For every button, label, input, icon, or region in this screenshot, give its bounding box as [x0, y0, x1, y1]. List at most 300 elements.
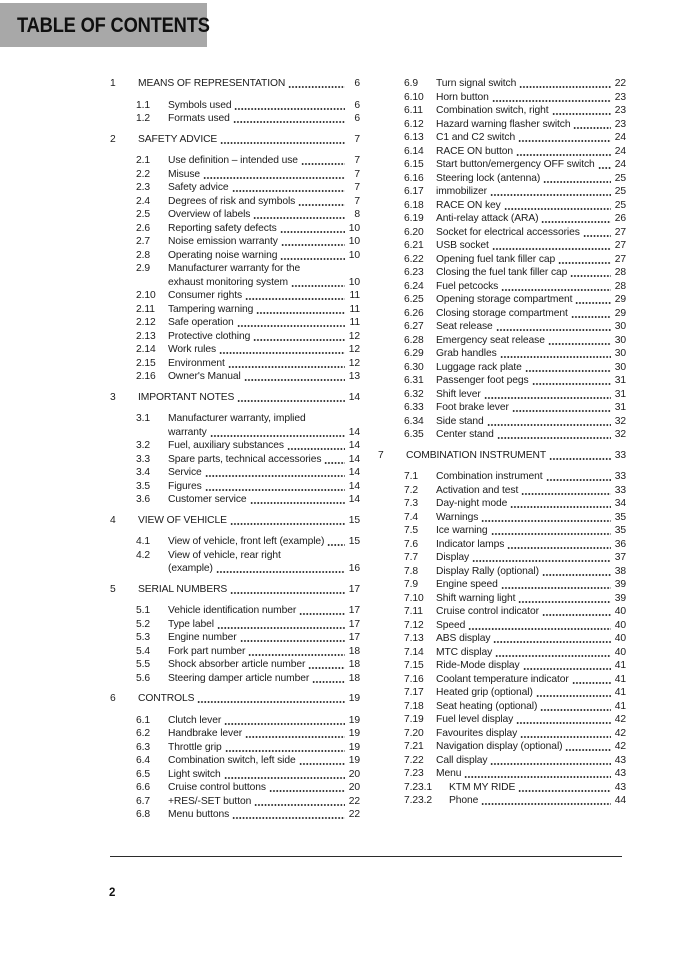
- entry-number: 2.6: [136, 222, 151, 234]
- entry-title: Protective clothing: [168, 330, 251, 342]
- entry-title: Use definition – intended use: [168, 155, 298, 166]
- toc-entry[interactable]: [378, 659, 626, 673]
- toc-entry[interactable]: [110, 741, 360, 755]
- dot-leader: [280, 222, 345, 236]
- entry-number: 6.21: [404, 240, 424, 251]
- dot-leader: [518, 781, 611, 795]
- entry-number: 6.24: [404, 280, 424, 292]
- toc-entry[interactable]: [110, 493, 360, 507]
- dot-leader: [287, 439, 345, 453]
- dot-leader: [197, 692, 345, 706]
- entry-title: MEANS OF REPRESENTATION: [138, 78, 286, 89]
- entry-number: 7.19: [404, 714, 424, 725]
- toc-entry[interactable]: [378, 740, 626, 754]
- dot-leader: [549, 449, 611, 463]
- entry-number: 5: [110, 583, 116, 595]
- dot-leader: [507, 538, 611, 552]
- entry-page-number: 10: [348, 222, 360, 234]
- toc-entry[interactable]: [110, 168, 360, 182]
- toc-entry[interactable]: [110, 289, 360, 303]
- entry-number: 7.1: [404, 471, 419, 482]
- entry-page-number: 33: [614, 449, 626, 461]
- entry-number: 7.13: [404, 633, 424, 644]
- toc-entry[interactable]: [378, 185, 626, 199]
- dot-leader: [324, 453, 345, 467]
- entry-title: View of vehicle, front left (example): [168, 536, 325, 547]
- entry-page-number: 41: [614, 673, 626, 685]
- entry-number: 6.29: [404, 348, 424, 359]
- entry-title: Center stand: [436, 429, 494, 440]
- entry-number: 6.17: [404, 186, 424, 197]
- dot-leader: [583, 226, 611, 240]
- dot-leader: [552, 104, 611, 118]
- entry-title-continued: warranty: [168, 426, 207, 438]
- entry-number: 7.9: [404, 579, 419, 590]
- dot-leader: [299, 604, 345, 618]
- toc-entry[interactable]: [110, 781, 360, 795]
- entry-number: 3.3: [136, 453, 151, 465]
- entry-page-number: 14: [348, 467, 360, 478]
- dot-leader: [518, 592, 611, 606]
- toc-entry[interactable]: [110, 727, 360, 741]
- entry-page-number: 17: [348, 632, 360, 643]
- toc-entry[interactable]: [110, 99, 360, 113]
- toc-entry[interactable]: [110, 604, 360, 618]
- toc-entry[interactable]: [378, 415, 626, 429]
- dot-leader: [516, 145, 611, 159]
- toc-entry[interactable]: [110, 262, 360, 289]
- toc-entry[interactable]: [378, 686, 626, 700]
- dot-leader: [233, 112, 345, 126]
- dot-leader: [521, 484, 611, 498]
- dot-leader: [500, 347, 611, 361]
- toc-entry[interactable]: [378, 388, 626, 402]
- entry-number: 2.5: [136, 209, 151, 220]
- toc-entry[interactable]: [110, 249, 360, 263]
- entry-number: 7.18: [404, 700, 424, 712]
- entry-title: immobilizer: [436, 186, 487, 197]
- toc-entry[interactable]: [378, 118, 626, 132]
- entry-page-number: 7: [354, 195, 360, 207]
- toc-entry[interactable]: [378, 361, 626, 375]
- entry-number: 5.4: [136, 645, 151, 657]
- entry-title: Safe operation: [168, 317, 234, 328]
- entry-title: Ride-Mode display: [436, 660, 520, 671]
- entry-title: Steering lock (antenna): [436, 172, 541, 184]
- entry-page-number: 6: [354, 99, 360, 111]
- dot-leader: [510, 497, 611, 511]
- toc-entry[interactable]: [110, 316, 360, 330]
- toc-entry[interactable]: [378, 374, 626, 388]
- entry-title: Call display: [436, 754, 488, 766]
- entry-number: 3.5: [136, 480, 151, 492]
- toc-entry[interactable]: [378, 334, 626, 348]
- entry-title: Warnings: [436, 511, 479, 523]
- toc-entry[interactable]: [378, 212, 626, 226]
- entry-page-number: 23: [614, 105, 626, 116]
- entry-number: 6.31: [404, 375, 424, 386]
- entry-title: Horn button: [436, 91, 489, 103]
- toc-entry[interactable]: [378, 754, 626, 768]
- entry-number: 6.11: [404, 105, 423, 116]
- entry-number: 7.15: [404, 660, 424, 671]
- toc-section-entry[interactable]: [110, 391, 360, 405]
- toc-entry[interactable]: [378, 592, 626, 606]
- toc-entry[interactable]: [378, 673, 626, 687]
- dot-leader: [487, 415, 611, 429]
- entry-title: Opening storage compartment: [436, 294, 573, 305]
- toc-entry[interactable]: [110, 343, 360, 357]
- toc-column-right: [378, 77, 626, 822]
- dot-leader: [468, 619, 611, 633]
- toc-entry[interactable]: [110, 154, 360, 168]
- toc-entry[interactable]: [378, 158, 626, 172]
- entry-number: 1.2: [136, 113, 151, 124]
- entry-title: Work rules: [168, 344, 217, 355]
- entry-page-number: 13: [348, 371, 360, 382]
- entry-page-number: 11: [349, 303, 360, 315]
- toc-entry[interactable]: [110, 631, 360, 645]
- toc-entry[interactable]: [110, 439, 360, 453]
- toc-entry[interactable]: [378, 266, 626, 280]
- dot-leader: [501, 578, 611, 592]
- entry-title: Combination instrument: [436, 471, 543, 482]
- entry-number: 6.4: [136, 755, 151, 766]
- toc-entry[interactable]: [378, 646, 626, 660]
- toc-entry[interactable]: [378, 578, 626, 592]
- entry-page-number: 40: [614, 606, 626, 617]
- entry-number: 6.35: [404, 429, 424, 440]
- dot-leader: [548, 334, 611, 348]
- dot-leader: [219, 343, 345, 357]
- toc-entry[interactable]: [378, 91, 626, 105]
- entry-title: Figures: [168, 480, 202, 492]
- entry-number: 7.2: [404, 484, 419, 496]
- toc-entry[interactable]: [378, 470, 626, 484]
- toc-entry[interactable]: [378, 727, 626, 741]
- entry-title: Operating noise warning: [168, 249, 278, 261]
- toc-entry[interactable]: [110, 181, 360, 195]
- toc-columns: [110, 77, 626, 822]
- entry-page-number: 30: [614, 361, 626, 373]
- toc-entry[interactable]: [378, 199, 626, 213]
- entry-title: Display: [436, 552, 470, 563]
- entry-page-number: 35: [614, 525, 626, 536]
- entry-title: Menu: [436, 768, 462, 779]
- toc-entry[interactable]: [378, 145, 626, 159]
- dot-leader: [299, 754, 345, 768]
- dot-leader: [481, 511, 611, 525]
- toc-entry[interactable]: [378, 767, 626, 781]
- toc-entry[interactable]: [110, 370, 360, 384]
- dot-leader: [232, 181, 345, 195]
- entry-number: 6.23: [404, 267, 424, 278]
- entry-title: Anti-relay attack (ARA): [436, 213, 539, 224]
- dot-leader: [542, 605, 611, 619]
- dot-leader: [565, 740, 611, 754]
- entry-title: Favourites display: [436, 727, 518, 739]
- toc-entry[interactable]: [378, 172, 626, 186]
- toc-entry[interactable]: [110, 714, 360, 728]
- dot-leader: [248, 645, 345, 659]
- entry-title: Seat heating (optional): [436, 700, 538, 712]
- toc-section-entry[interactable]: [110, 77, 360, 91]
- entry-page-number: 7: [354, 182, 360, 193]
- toc-entry[interactable]: [110, 658, 360, 672]
- dot-leader: [484, 388, 611, 402]
- entry-page-number: 41: [614, 700, 626, 712]
- entry-number: 2.11: [136, 303, 155, 315]
- dot-leader: [518, 131, 611, 145]
- toc-entry[interactable]: [110, 453, 360, 467]
- entry-page-number: 40: [614, 619, 626, 631]
- dot-leader: [598, 158, 611, 172]
- entry-number: 4.1: [136, 536, 151, 547]
- toc-entry[interactable]: [378, 605, 626, 619]
- entry-number: 5.6: [136, 672, 151, 684]
- entry-page-number: 39: [614, 592, 626, 604]
- toc-entry[interactable]: [110, 208, 360, 222]
- toc-section-entry[interactable]: [110, 692, 360, 706]
- entry-page-number: 11: [349, 317, 360, 328]
- entry-number: 2.13: [136, 330, 156, 342]
- toc-section-entry[interactable]: [378, 449, 626, 463]
- toc-section-entry[interactable]: [110, 133, 360, 147]
- entry-number: 6.1: [136, 714, 151, 726]
- entry-page-number: 7: [354, 133, 360, 145]
- entry-title-continued: exhaust monitoring system: [168, 276, 288, 288]
- entry-number: 7.17: [404, 687, 424, 698]
- entry-number: 7.3: [404, 498, 419, 509]
- toc-entry[interactable]: [378, 428, 626, 442]
- toc-entry[interactable]: [378, 293, 626, 307]
- entry-page-number: 30: [614, 348, 626, 359]
- entry-page-number: 29: [614, 307, 626, 319]
- entry-page-number: 22: [614, 78, 626, 89]
- toc-entry[interactable]: [110, 466, 360, 480]
- toc-entry[interactable]: [110, 222, 360, 236]
- entry-page-number: 17: [348, 605, 360, 616]
- entry-page-number: 39: [614, 579, 626, 590]
- dot-leader: [228, 357, 345, 371]
- dot-leader: [232, 808, 345, 822]
- footer-rule: [110, 856, 622, 857]
- entry-number: 6.8: [136, 809, 151, 820]
- entry-page-number: 43: [614, 768, 626, 779]
- toc-entry[interactable]: [378, 632, 626, 646]
- toc-entry[interactable]: [378, 131, 626, 145]
- dot-leader: [203, 168, 345, 182]
- dot-leader: [254, 795, 345, 809]
- entry-title: Phone: [449, 795, 479, 806]
- dot-leader: [558, 253, 611, 267]
- toc-entry[interactable]: [378, 401, 626, 415]
- toc-entry[interactable]: [110, 645, 360, 659]
- dot-leader: [210, 426, 345, 440]
- toc-entry[interactable]: [110, 618, 360, 632]
- entry-number: 1: [110, 78, 116, 89]
- toc-entry[interactable]: [378, 307, 626, 321]
- toc-entry[interactable]: [110, 112, 360, 126]
- entry-number: 2.15: [136, 357, 156, 369]
- entry-title: Environment: [168, 357, 225, 369]
- toc-entry[interactable]: [110, 303, 360, 317]
- toc-entry[interactable]: [110, 795, 360, 809]
- entry-number: 7.7: [404, 552, 419, 563]
- toc-entry[interactable]: [378, 484, 626, 498]
- toc-entry[interactable]: [110, 535, 360, 549]
- dot-leader: [245, 727, 345, 741]
- toc-section-entry[interactable]: [110, 583, 360, 597]
- dot-leader: [512, 401, 611, 415]
- toc-entry[interactable]: [378, 104, 626, 118]
- toc-entry[interactable]: [378, 226, 626, 240]
- entry-number: 7.8: [404, 565, 419, 577]
- dot-leader: [490, 754, 611, 768]
- entry-number: 6.19: [404, 213, 424, 224]
- entry-page-number: 18: [348, 659, 360, 670]
- toc-entry[interactable]: [378, 280, 626, 294]
- toc-entry[interactable]: [110, 195, 360, 209]
- dot-leader: [253, 330, 345, 344]
- dot-leader: [288, 77, 345, 91]
- entry-number: 7.11: [404, 606, 423, 617]
- entry-title: Type label: [168, 618, 214, 630]
- entry-title: Foot brake lever: [436, 402, 509, 413]
- entry-title: ABS display: [436, 633, 491, 644]
- toc-entry[interactable]: [378, 619, 626, 633]
- entry-number: 7.10: [404, 592, 424, 604]
- entry-title: View of vehicle, rear right: [168, 549, 281, 561]
- entry-title: Noise emission warranty: [168, 236, 278, 247]
- entry-page-number: 25: [614, 199, 626, 211]
- entry-number: 2.1: [136, 155, 151, 166]
- entry-title: RACE ON button: [436, 145, 514, 157]
- toc-entry[interactable]: [110, 808, 360, 822]
- toc-entry[interactable]: [110, 549, 360, 576]
- entry-page-number: 36: [614, 538, 626, 550]
- entry-title: Formats used: [168, 113, 230, 124]
- entry-number: 7.14: [404, 646, 424, 658]
- entry-page-number: 14: [348, 480, 360, 492]
- toc-entry[interactable]: [378, 794, 626, 808]
- entry-number: 6.6: [136, 782, 151, 793]
- entry-page-number: 16: [348, 563, 360, 574]
- entry-page-number: 22: [348, 795, 360, 807]
- entry-page-number: 15: [348, 536, 360, 547]
- entry-number: 6.18: [404, 199, 424, 211]
- entry-title: Combination switch, left side: [168, 755, 296, 766]
- dot-leader: [225, 741, 345, 755]
- entry-number: 4.2: [136, 549, 151, 561]
- dot-leader: [280, 249, 345, 263]
- entry-number: 3: [110, 391, 116, 403]
- entry-page-number: 14: [348, 494, 360, 505]
- toc-entry[interactable]: [378, 497, 626, 511]
- entry-title: Grab handles: [436, 348, 497, 359]
- toc-entry[interactable]: [378, 239, 626, 253]
- toc-entry[interactable]: [378, 511, 626, 525]
- entry-number: 6.13: [404, 132, 424, 143]
- entry-number: 7.23: [404, 768, 424, 779]
- entry-number: 3.4: [136, 467, 151, 478]
- entry-page-number: 24: [614, 159, 626, 170]
- dot-leader: [520, 727, 611, 741]
- dot-leader: [291, 276, 345, 290]
- entry-number: 3.1: [136, 413, 151, 424]
- toc-entry[interactable]: [378, 253, 626, 267]
- entry-title: Fuel petcocks: [436, 280, 499, 292]
- entry-title: Closing storage compartment: [436, 307, 568, 319]
- entry-page-number: 12: [348, 330, 360, 342]
- entry-number: 6.20: [404, 226, 424, 238]
- entry-title: Closing the fuel tank filler cap: [436, 267, 568, 278]
- dot-leader: [205, 480, 345, 494]
- entry-title: Menu buttons: [168, 809, 230, 820]
- entry-number: 6.2: [136, 728, 151, 739]
- entry-title: Cruise control indicator: [436, 606, 539, 617]
- dot-leader: [493, 632, 611, 646]
- entry-page-number: 31: [614, 388, 626, 400]
- toc-entry[interactable]: [378, 320, 626, 334]
- toc-entry[interactable]: [110, 754, 360, 768]
- entry-title: Combination switch, right: [436, 105, 549, 116]
- toc-entry[interactable]: [378, 700, 626, 714]
- toc-entry[interactable]: [378, 524, 626, 538]
- entry-title: Cruise control buttons: [168, 782, 266, 793]
- entry-page-number: 33: [614, 484, 626, 496]
- toc-entry[interactable]: [378, 713, 626, 727]
- toc-entry[interactable]: [378, 781, 626, 795]
- toc-entry[interactable]: [110, 672, 360, 686]
- entry-page-number: 22: [348, 809, 360, 820]
- entry-title-continued: (example): [168, 563, 213, 574]
- entry-number: 1.1: [136, 99, 151, 111]
- toc-entry[interactable]: [110, 412, 360, 439]
- entry-title: Day-night mode: [436, 498, 508, 509]
- toc-entry[interactable]: [378, 77, 626, 91]
- entry-number: 2.12: [136, 317, 156, 328]
- toc-entry[interactable]: [110, 768, 360, 782]
- entry-page-number: 38: [614, 565, 626, 577]
- toc-entry[interactable]: [110, 480, 360, 494]
- entry-number: 7.20: [404, 727, 424, 739]
- entry-title: Fuel, auxiliary substances: [168, 440, 284, 451]
- entry-title: Navigation display (optional): [436, 741, 563, 752]
- toc-section-entry[interactable]: [110, 514, 360, 528]
- entry-title: KTM MY RIDE: [449, 781, 516, 793]
- toc-entry[interactable]: [110, 235, 360, 249]
- entry-page-number: 24: [614, 132, 626, 143]
- entry-title: Customer service: [168, 494, 247, 505]
- entry-title: +RES/-SET button: [168, 795, 252, 807]
- dot-leader: [572, 673, 611, 687]
- entry-number: 2.10: [136, 290, 156, 301]
- dot-leader: [464, 767, 611, 781]
- entry-number: 6.25: [404, 294, 424, 305]
- dot-leader: [237, 316, 345, 330]
- toc-entry[interactable]: [378, 347, 626, 361]
- toc-entry[interactable]: [378, 565, 626, 579]
- toc-entry[interactable]: [378, 538, 626, 552]
- toc-entry[interactable]: [110, 357, 360, 371]
- entry-number: 6.27: [404, 321, 424, 332]
- entry-title: Start button/emergency OFF switch: [436, 159, 595, 170]
- entry-page-number: 31: [614, 375, 626, 386]
- toc-entry[interactable]: [110, 330, 360, 344]
- dot-leader: [542, 565, 611, 579]
- toc-entry[interactable]: [378, 551, 626, 565]
